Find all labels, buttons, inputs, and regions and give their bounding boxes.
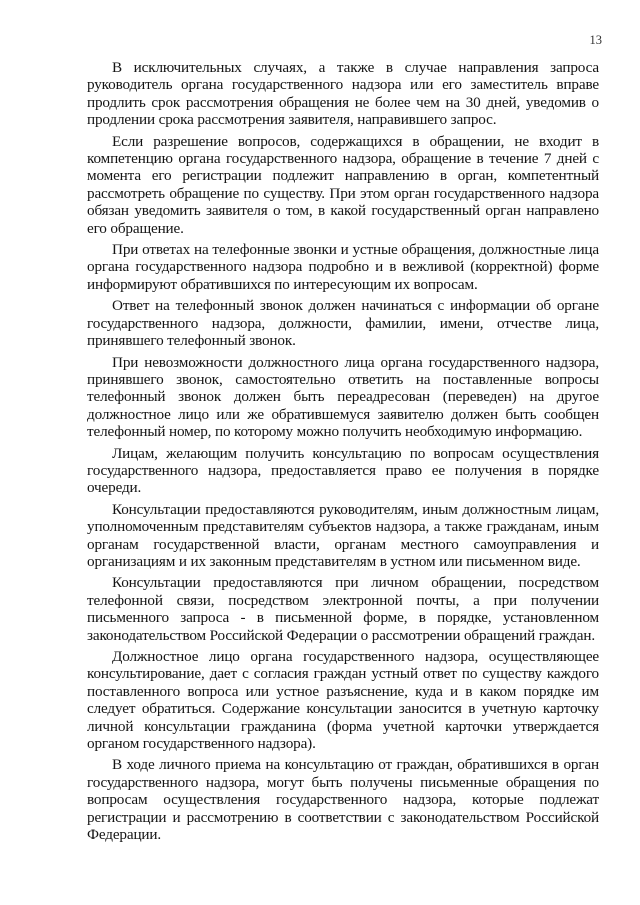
paragraph-2: Если разрешение вопросов, содержащихся в обращении, не входит в компетенцию органа государственного надзора, обращение в течение 7 дней с момента его регистрации подлежит направлению в орган, компетентный рассмотреть обращение по существу. При этом орган государственного надзора обязан уведомить заявителя о том, в какой государственный орган направлено его обращение.	[87, 132, 599, 237]
paragraph-4: Ответ на телефонный звонок должен начинаться с информации об органе государственного надзора, должности, фамилии, имени, отчестве лица, принявшего телефонный звонок.	[87, 297, 599, 350]
paragraph-10: В ходе личного приема на консультацию от граждан, обратившихся в орган государственного надзора, могут быть получены письменные обращения по вопросам осуществления государственного надзора, которые подлежат регистрации и рассмотрению в соответствии с законодательством Российской Федерации.	[87, 756, 599, 844]
paragraph-7: Консультации предоставляются руководителям, иным должностным лицам, уполномоченным представителям субъектов надзора, а также гражданам, иным органам государственной власти, органам местного самоуправления и организациям и их законным представителям в устном или письменном виде.	[87, 500, 599, 570]
paragraph-5: При невозможности должностного лица органа государственного надзора, принявшего звонок, самостоятельно ответить на поставленные вопросы телефонный звонок должен быть переадресован (переведен) на другое должностное лицо или же обратившемуся заявителю должен быть сообщен телефонный номер, по которому можно получить необходимую информацию.	[87, 353, 599, 441]
paragraph-8: Консультации предоставляются при личном обращении, посредством телефонной связи, посредством электронной почты, а при получении письменного запроса - в письменной форме, в порядке, установленном законодательством Российской Федерации о рассмотрении обращений граждан.	[87, 574, 599, 644]
page-number: 13	[589, 33, 602, 47]
document-body	[87, 59, 599, 843]
paragraph-3: При ответах на телефонные звонки и устные обращения, должностные лица органа государственного надзора подробно и в вежливой (корректной) форме информируют обратившихся по интересующим их вопросам.	[87, 241, 599, 293]
paragraph-9: Должностное лицо органа государственного надзора, осуществляющее консультирование, дает с согласия граждан устный ответ по существу каждого поставленного вопроса или устное разъяснение, куда и в каком порядке им следует обратиться. Содержание консультации заносится в учетную карточку личной консультации гражданина (форма учетной карточки утверждается органом государственного надзора).	[87, 648, 599, 753]
paragraph-6: Лицам, желающим получить консультацию по вопросам осуществления государственного надзора, предоставляется право ее получения в порядке очереди.	[87, 444, 599, 497]
paragraph-1: В исключительных случаях, а также в случае направления запроса руководитель органа государственного надзора или его заместитель вправе продлить срок рассмотрения обращения не более чем на 30 дней, уведомив о продлении срока рассмотрения заявителя, направившего запрос.	[87, 59, 599, 129]
